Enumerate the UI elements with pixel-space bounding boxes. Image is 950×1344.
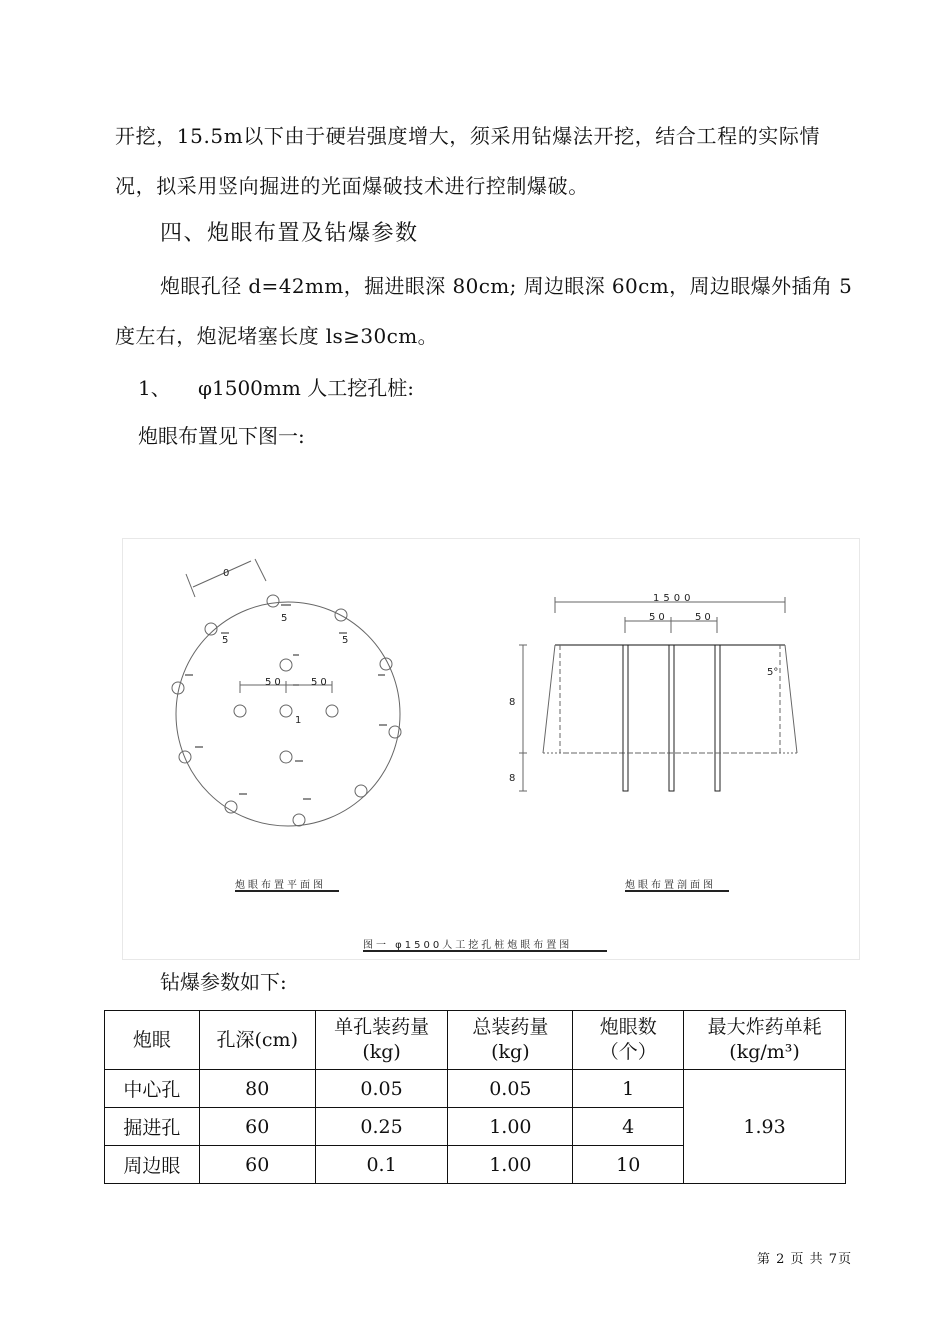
list-item-number: 1、 xyxy=(138,376,171,400)
dim-label: 5 xyxy=(342,635,349,646)
header-line: 炮眼数 xyxy=(599,1016,657,1038)
dim-label: 0 xyxy=(223,568,230,579)
table-cell: 周边眼 xyxy=(105,1146,200,1184)
table-cell: 4 xyxy=(573,1108,684,1146)
figure-reference: 炮眼布置见下图一: xyxy=(138,424,305,448)
cut-hole xyxy=(280,751,292,763)
dim-label: 8 xyxy=(509,697,516,708)
header-line: （个） xyxy=(599,1041,657,1063)
header-line: (kg) xyxy=(362,1041,401,1063)
perimeter-hole xyxy=(267,595,279,607)
perimeter-hole xyxy=(225,801,237,813)
dim-label: 8 xyxy=(509,773,516,784)
cut-hole xyxy=(234,705,246,717)
table-cell: 60 xyxy=(199,1108,315,1146)
dimension-line xyxy=(519,753,527,791)
table-cell: 0.05 xyxy=(448,1070,573,1108)
dim-label: 1500 xyxy=(653,593,695,604)
max-consumption-cell: 1.93 xyxy=(684,1070,846,1184)
dimension-line xyxy=(519,645,527,753)
body-text-line: 况，拟采用竖向掘进的光面爆破技术进行控制爆破。 xyxy=(115,174,589,198)
table-cell: 10 xyxy=(573,1146,684,1184)
header-cell: 孔深(cm) xyxy=(199,1011,315,1070)
figure-caption: 图一 φ1500人工挖孔桩炮眼布置图 xyxy=(363,940,573,951)
dim-label: 5 xyxy=(222,635,229,646)
body-text-line: 度左右，炮泥堵塞长度 ls≥30cm。 xyxy=(115,324,438,348)
section-title: 炮眼布置剖面图 xyxy=(625,880,716,891)
header-cell: 炮眼 xyxy=(105,1011,200,1070)
perimeter-hole xyxy=(293,814,305,826)
pile-wall xyxy=(543,645,797,753)
dimension-line xyxy=(255,559,266,581)
dimension-line xyxy=(193,561,251,587)
dim-label: 50 xyxy=(649,612,668,623)
table-cell: 1.00 xyxy=(448,1108,573,1146)
section-hole xyxy=(715,645,720,791)
table-cell: 0.1 xyxy=(315,1146,448,1184)
blast-hole-figure xyxy=(122,538,860,960)
center-hole xyxy=(280,705,292,717)
dim-label: 50 xyxy=(265,677,284,688)
body-text-line: 开挖，15.5m以下由于硬岩强度增大，须采用钻爆法开挖，结合工程的实际情 xyxy=(115,124,821,148)
header-line: 单孔装药量 xyxy=(334,1016,430,1038)
header-cell xyxy=(448,1011,573,1070)
section-heading: 四、炮眼布置及钻爆参数 xyxy=(160,221,419,246)
blasting-params-table xyxy=(104,1010,846,1184)
dim-label: 50 xyxy=(311,677,330,688)
table-cell: 1 xyxy=(573,1070,684,1108)
header-line: 总装药量 xyxy=(472,1016,549,1038)
table-cell: 80 xyxy=(199,1070,315,1108)
header-cell xyxy=(315,1011,448,1070)
dimension-tick xyxy=(185,605,387,799)
list-item-text: φ1500mm 人工挖孔桩: xyxy=(198,376,414,400)
header-line: (kg/m³) xyxy=(729,1041,800,1063)
table-cell: 1.00 xyxy=(448,1146,573,1184)
table-cell: 中心孔 xyxy=(105,1070,200,1108)
dimension-line xyxy=(186,574,195,597)
params-title: 钻爆参数如下: xyxy=(160,970,287,994)
table-cell: 0.05 xyxy=(315,1070,448,1108)
header-line: (kg) xyxy=(491,1041,530,1063)
body-text-line: 炮眼孔径 d=42mm，掘进眼深 80cm; 周边眼深 60cm，周边眼爆外插角 5 xyxy=(160,274,853,298)
perimeter-hole xyxy=(389,726,401,738)
table-row xyxy=(105,1070,846,1108)
section-hole xyxy=(623,645,628,791)
header-cell xyxy=(684,1011,846,1070)
section-hole xyxy=(669,645,674,791)
dim-label: 5 xyxy=(281,613,288,624)
header-cell xyxy=(573,1011,684,1070)
table-cell: 掘进孔 xyxy=(105,1108,200,1146)
dim-label: 50 xyxy=(695,612,714,623)
excavation-line xyxy=(560,645,780,753)
dim-label: 1 xyxy=(295,715,302,726)
table-cell: 0.25 xyxy=(315,1108,448,1146)
table-cell: 60 xyxy=(199,1146,315,1184)
cut-hole xyxy=(280,659,292,671)
figure-drawing xyxy=(123,539,859,959)
perimeter-hole xyxy=(355,785,367,797)
cut-hole xyxy=(326,705,338,717)
angle-label: 5° xyxy=(767,667,779,678)
header-line: 最大炸药单耗 xyxy=(707,1016,822,1038)
page-footer: 第 2 页 共 7页 xyxy=(757,1252,853,1267)
plan-title: 炮眼布置平面图 xyxy=(235,880,326,891)
table-header-row xyxy=(105,1011,846,1070)
